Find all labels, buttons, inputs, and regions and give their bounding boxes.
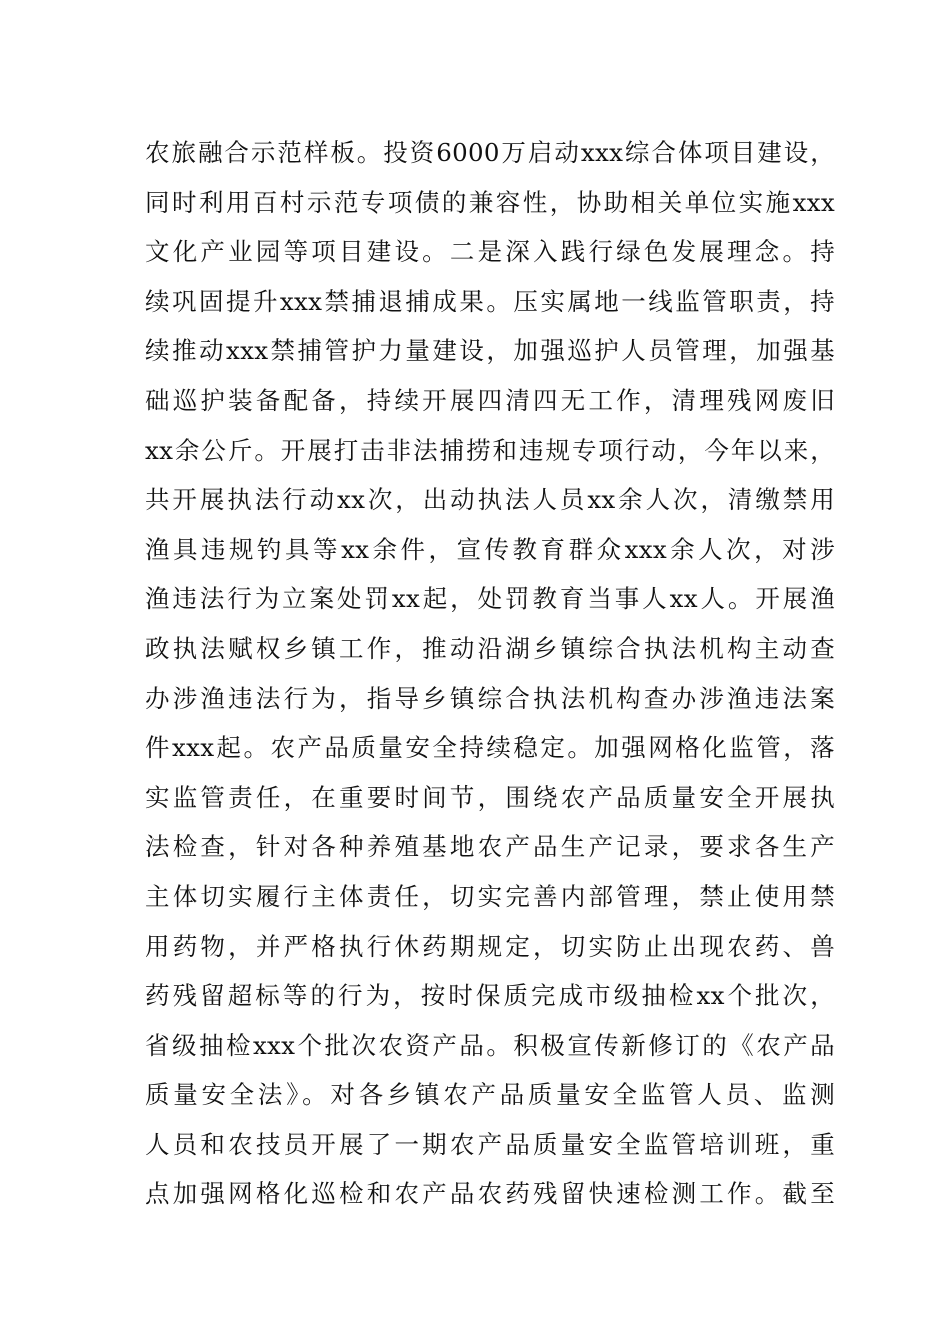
text-line: 文化产业园等项目建设。二是深入践行绿色发展理念。持 bbox=[145, 237, 835, 267]
text-line: 续推动xxx禁捕管护力量建设，加强巡护人员管理，加强基 bbox=[145, 336, 835, 366]
text-line: 药残留超标等的行为，按时保质完成市级抽检xx个批次， bbox=[145, 981, 835, 1011]
text-line: 续巩固提升xxx禁捕退捕成果。压实属地一线监管职责，持 bbox=[145, 286, 835, 316]
text-line: 实监管责任，在重要时间节，围绕农产品质量安全开展执 bbox=[145, 782, 835, 812]
text-line: 点加强网格化巡检和农产品农药残留快速检测工作。截至 bbox=[145, 1179, 835, 1209]
body-paragraph bbox=[145, 128, 835, 1219]
text-line: 主体切实履行主体责任，切实完善内部管理，禁止使用禁 bbox=[145, 881, 835, 911]
text-line: 法检查，针对各种养殖基地农产品生产记录，要求各生产 bbox=[145, 832, 835, 862]
text-line: 件xxx起。农产品质量安全持续稳定。加强网格化监管，落 bbox=[145, 733, 835, 763]
text-line: 农旅融合示范样板。投资6000万启动xxx综合体项目建设， bbox=[145, 138, 835, 167]
text-line: 共开展执法行动xx次，出动执法人员xx余人次，清缴禁用 bbox=[145, 485, 835, 515]
text-line: 办涉渔违法行为，指导乡镇综合执法机构查办涉渔违法案 bbox=[145, 683, 835, 713]
text-line: xx余公斤。开展打击非法捕捞和违规专项行动，今年以来， bbox=[145, 435, 835, 465]
text-line: 用药物，并严格执行休药期规定，切实防止出现农药、兽 bbox=[145, 931, 835, 961]
text-line: 础巡护装备配备，持续开展四清四无工作，清理残网废旧 bbox=[145, 385, 835, 415]
text-line: 同时利用百村示范专项债的兼容性，协助相关单位实施xxx bbox=[145, 187, 835, 217]
text-line: 质量安全法》。对各乡镇农产品质量安全监管人员、监测 bbox=[145, 1080, 835, 1110]
text-line: 政执法赋权乡镇工作，推动沿湖乡镇综合执法机构主动查 bbox=[145, 633, 835, 663]
text-line: 渔具违规钓具等xx余件，宣传教育群众xxx余人次，对涉 bbox=[145, 534, 835, 564]
text-line: 人员和农技员开展了一期农产品质量安全监管培训班，重 bbox=[145, 1129, 835, 1159]
text-line: 渔违法行为立案处罚xx起，处罚教育当事人xx人。开展渔 bbox=[145, 584, 835, 614]
text-line: 省级抽检xxx个批次农资产品。积极宣传新修订的《农产品 bbox=[145, 1030, 835, 1060]
